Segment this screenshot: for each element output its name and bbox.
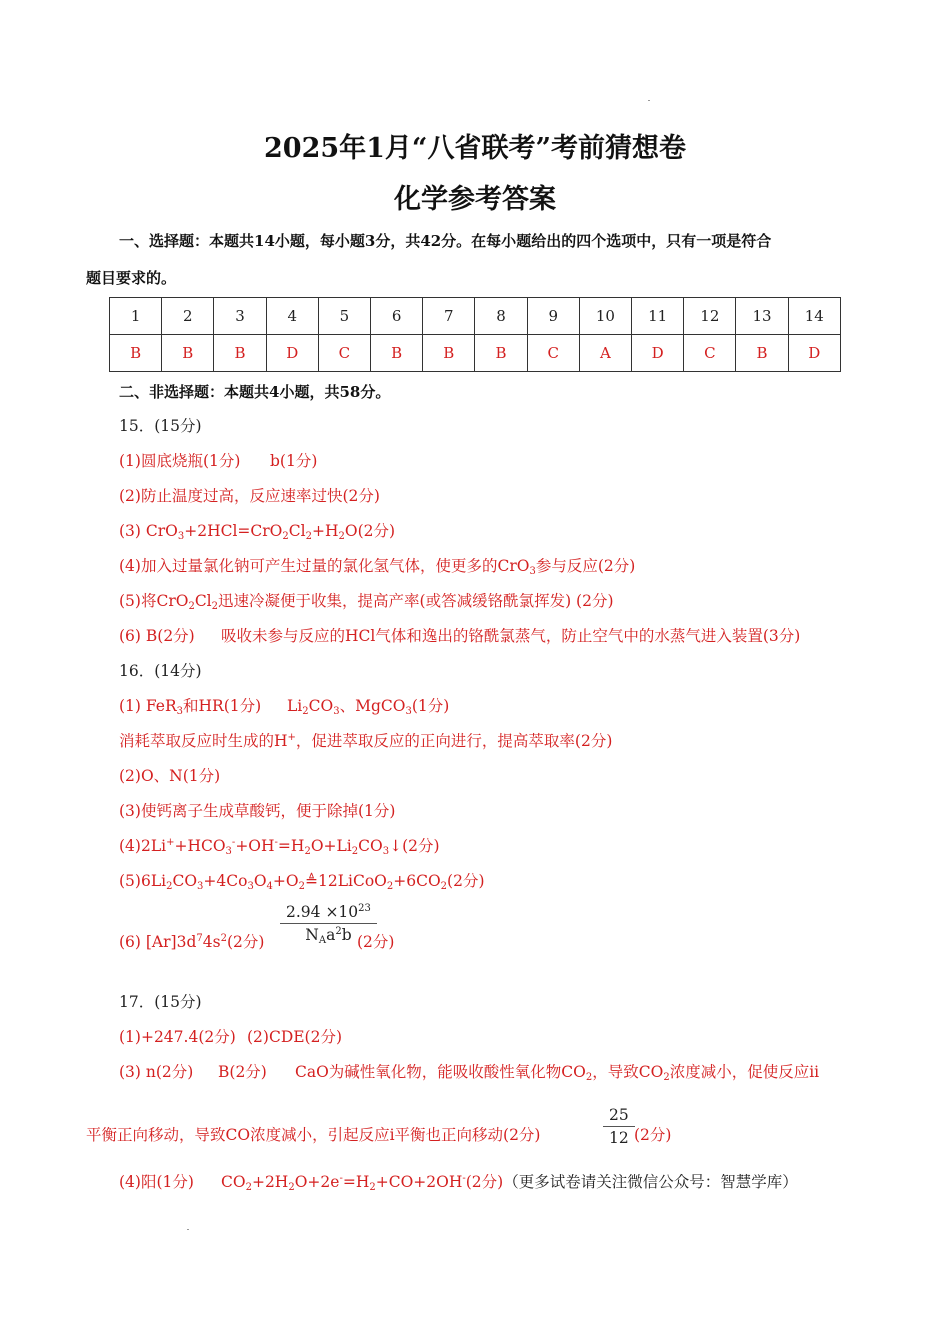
question-number-cell: 9 xyxy=(527,298,579,335)
answer-letter-cell: B xyxy=(736,335,788,372)
q17-answer-3-score: (2分) xyxy=(634,1126,672,1144)
answer-letter-cell: B xyxy=(475,335,527,372)
q17-answer-3b: B(2分) xyxy=(218,1063,267,1081)
answer-letter-cell: B xyxy=(162,335,214,372)
q15-answer-6: (6) B(2分) xyxy=(119,627,195,645)
answer-letter-row xyxy=(110,335,841,372)
question-number-cell: 13 xyxy=(736,298,788,335)
question-number-cell: 10 xyxy=(579,298,631,335)
scan-mark xyxy=(187,1229,189,1230)
answer-letter-cell: B xyxy=(371,335,423,372)
question-number-cell: 1 xyxy=(110,298,162,335)
q17-header: 17．(15分) xyxy=(119,993,202,1011)
section1-instructions-line1: 一、选择题：本题共14小题，每小题3分，共42分。在每小题给出的四个选项中，只有一项是符合 xyxy=(119,232,772,250)
q16-answer-3: (3)使钙离子生成草酸钙，便于除掉(1分) xyxy=(119,802,396,820)
answer-letter-cell: C xyxy=(527,335,579,372)
wechat-note: （更多试卷请关注微信公众号：智慧学库） xyxy=(503,1173,798,1191)
question-number-cell: 6 xyxy=(371,298,423,335)
fraction-numerator: $2.94 \times 10^{23}$ xyxy=(280,903,377,924)
question-number-cell: 5 xyxy=(318,298,370,335)
answer-letter-cell: D xyxy=(788,335,840,372)
q16-answer-6-score: (2分) xyxy=(357,933,395,951)
scan-mark xyxy=(648,100,650,101)
answer-letter-cell: D xyxy=(632,335,684,372)
q16-answer-1b: $Li_2CO_3$、MgCO$_3$(1分) xyxy=(287,697,450,717)
q15-answer-2: (2)防止温度过高，反应速率过快(2分) xyxy=(119,487,380,505)
q16-answer-4: $(4)2Li^++HCO_3^-+OH^-=H_2O+Li_2CO_3↓(2$分) xyxy=(119,837,440,857)
question-number-cell: 3 xyxy=(214,298,266,335)
q17-answer-3a: (3) n(2分) xyxy=(119,1063,194,1081)
question-number-cell: 4 xyxy=(266,298,318,335)
q15-answer-1: (1)圆底烧瓶(1分) xyxy=(119,452,241,470)
fraction-numerator: 25 xyxy=(603,1106,635,1127)
q15-answer-5: (5)将$CrO_2Cl_2$迅速冷凝便于收集，提高产率(或答减缓铬酰氯挥发) (2分) xyxy=(119,592,614,612)
fraction-denominator: $N_Aa^2b$ xyxy=(305,926,352,946)
q17-fraction xyxy=(603,1106,635,1147)
answer-number-row xyxy=(110,298,841,335)
answer-letter-cell: A xyxy=(579,335,631,372)
question-number-cell: 7 xyxy=(423,298,475,335)
q16-answer-1c: 消耗萃取反应时生成的H+，促进萃取反应的正向进行，提高萃取率(2分) xyxy=(119,732,613,750)
answer-table xyxy=(109,297,841,372)
question-number-cell: 11 xyxy=(632,298,684,335)
q16-answer-6: (6) $[Ar]3d^74s^2(2$分) xyxy=(119,933,265,951)
q17-answer-3c: CaO为碱性氧化物，能吸收酸性氧化物$CO_2$，导致$CO_2$浓度减小，促使反应ii xyxy=(295,1063,820,1083)
question-number-cell: 2 xyxy=(162,298,214,335)
q17-answer-2: (2)CDE(2分) xyxy=(247,1028,343,1046)
q15-answer-6b: 吸收未参与反应的HCl气体和逸出的铬酰氯蒸气，防止空气中的水蒸气进入装置(3分) xyxy=(221,627,801,645)
answer-letter-cell: B xyxy=(110,335,162,372)
section1-instructions-line2: 题目要求的。 xyxy=(86,269,177,287)
answer-letter-cell: C xyxy=(318,335,370,372)
answer-letter-cell: D xyxy=(266,335,318,372)
q17-answer-4a: (4)阳(1分) xyxy=(119,1173,194,1191)
q16-answer-1: (1) FeR$_3$和HR(1分) xyxy=(119,697,262,717)
q15-answer-4: (4)加入过量氯化钠可产生过量的氯化氢气体，使更多的CrO$_3$参与反应(2分) xyxy=(119,557,636,577)
q15-header: 15．(15分) xyxy=(119,417,202,435)
q16-answer-2: (2)O、N(1分) xyxy=(119,767,221,785)
q17-answer-3d: 平衡正向移动，导致CO浓度减小，引起反应i平衡也正向移动(2分) xyxy=(86,1126,541,1144)
q17-answer-1: (1)+247.4(2分) xyxy=(119,1028,236,1046)
page-title: 2025年1月“八省联考”考前猜想卷 xyxy=(264,133,686,164)
question-number-cell: 14 xyxy=(788,298,840,335)
fraction-denominator: 12 xyxy=(609,1129,629,1147)
page-subtitle: 化学参考答案 xyxy=(394,184,556,215)
q15-answer-1b: b(1分) xyxy=(270,452,318,470)
question-number-cell: 12 xyxy=(684,298,736,335)
section2-header: 二、非选择题：本题共4小题，共58分。 xyxy=(119,383,391,401)
answer-letter-cell: B xyxy=(423,335,475,372)
answer-letter-cell: C xyxy=(684,335,736,372)
question-number-cell: 8 xyxy=(475,298,527,335)
q17-answer-4b: $CO_2+2H_2O+2e^-=H_2+CO+2OH^-(2$分)（更多试卷请关注微信公众号：智慧学库） xyxy=(221,1173,798,1193)
answer-letter-cell: B xyxy=(214,335,266,372)
q16-header: 16．(14分) xyxy=(119,662,202,680)
q15-answer-3: (3) $CrO_3+2HCl=CrO_2Cl_2+H_2O(2$分) xyxy=(119,522,396,542)
q16-answer-5: $(5)6Li_2CO_3+4Co_3O_4+O_2≜12LiCoO_2+6CO_2(2$分) xyxy=(119,872,485,892)
